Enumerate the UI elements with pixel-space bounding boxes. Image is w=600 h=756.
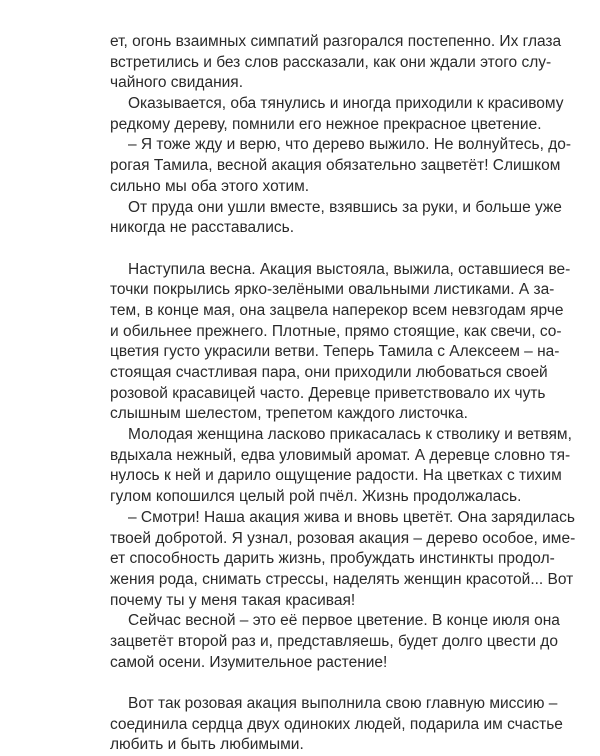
paragraph bbox=[110, 508, 576, 611]
paragraph bbox=[110, 694, 563, 756]
text-line: соединила сердца двух одиноких людей, подарила им счастье bbox=[110, 715, 563, 733]
text-line: зацветёт второй раз и, представляешь, будет долго цвести до bbox=[110, 632, 558, 650]
text-line: ет способность дарить жизнь, пробуждать инстинкты продол- bbox=[110, 550, 555, 568]
text-line: рогая Тамила, весной акация обязательно зацветёт! Слишком bbox=[110, 157, 561, 175]
text-line: сильно мы оба этого хотим. bbox=[110, 177, 310, 195]
paragraph bbox=[110, 94, 564, 135]
text-line: тем, в конце мая, она зацвела наперекор всем невзгодам ярче bbox=[110, 301, 564, 319]
paragraph bbox=[110, 260, 571, 426]
paragraph bbox=[110, 135, 572, 197]
text-line: слышным шелестом, трепетом каждого листочка. bbox=[110, 405, 468, 423]
text-line: ет, огонь взаимных симпатий разгорался постепенно. Их глаза bbox=[110, 33, 562, 50]
paragraph bbox=[110, 198, 562, 239]
text-line: точки покрылись ярко-зелёными овальными листиками. А за- bbox=[110, 281, 555, 299]
text-line: – Смотри! Наша акация жива и вновь цветёт. Она зарядилась bbox=[128, 508, 575, 526]
text-line: От пруда они ушли вместе, взявшись за руки, и больше уже bbox=[128, 198, 562, 216]
paragraph bbox=[110, 32, 562, 94]
text-line: нулось к ней и дарило ощущение радости. На цветках с тихим bbox=[110, 467, 562, 485]
text-line: почему ты у меня такая красивая! bbox=[110, 591, 356, 609]
text-line: – Я тоже жду и верю, что дерево выжило. Не волнуйтесь, до- bbox=[128, 136, 572, 154]
text-line: Наступила весна. Акация выстояла, выжила, оставшиеся ве- bbox=[128, 260, 571, 278]
body-text bbox=[110, 32, 576, 756]
text-line: Оказывается, оба тянулись и иногда приходили к красивому bbox=[128, 95, 564, 113]
paragraph bbox=[110, 611, 560, 673]
text-line: стоящая счастливая пара, они приходили любоваться своей bbox=[110, 364, 548, 381]
text-line: твоей добротой. Я узнал, розовая акация – дерево особое, име- bbox=[110, 529, 576, 547]
text-line: Сейчас весной – это её первое цветение. В конце июля она bbox=[128, 612, 560, 630]
text-line: розовой красавицей часто. Деревце приветствовало их чуть bbox=[110, 384, 546, 402]
text-line: никогда не расставались. bbox=[110, 219, 295, 237]
text-line: любить и быть любимыми. bbox=[110, 736, 304, 754]
text-line: гулом копошился целый рой пчёл. Жизнь продолжалась. bbox=[110, 488, 522, 506]
section-break bbox=[110, 239, 484, 260]
section-break bbox=[110, 673, 484, 694]
text-line: редкому дереву, помнили его нежное прекрасное цветение. bbox=[110, 115, 542, 133]
text-line: самой осени. Изумительное растение! bbox=[110, 653, 388, 671]
text-line: вдыхала нежный, едва уловимый аромат. А деревце словно тя- bbox=[110, 446, 571, 464]
text-line: встретились и без слов рассказали, как они ждали этого слу- bbox=[110, 53, 552, 71]
text-line: Молодая женщина ласково прикасалась к стволику и ветвям, bbox=[128, 426, 572, 444]
text-line: и обильнее прежнего. Плотные, прямо стоящие, как свечи, со- bbox=[110, 322, 562, 340]
text-line: чайного свидания. bbox=[110, 74, 243, 92]
paragraph bbox=[110, 425, 572, 508]
text-line: жения рода, снимать стрессы, наделять женщин красотой... Вот bbox=[110, 570, 574, 588]
text-line: цветия густо украсили ветви. Теперь Тамила с Алексеем – на- bbox=[110, 343, 560, 361]
text-line: Вот так розовая акация выполнила свою главную миссию – bbox=[128, 695, 558, 712]
